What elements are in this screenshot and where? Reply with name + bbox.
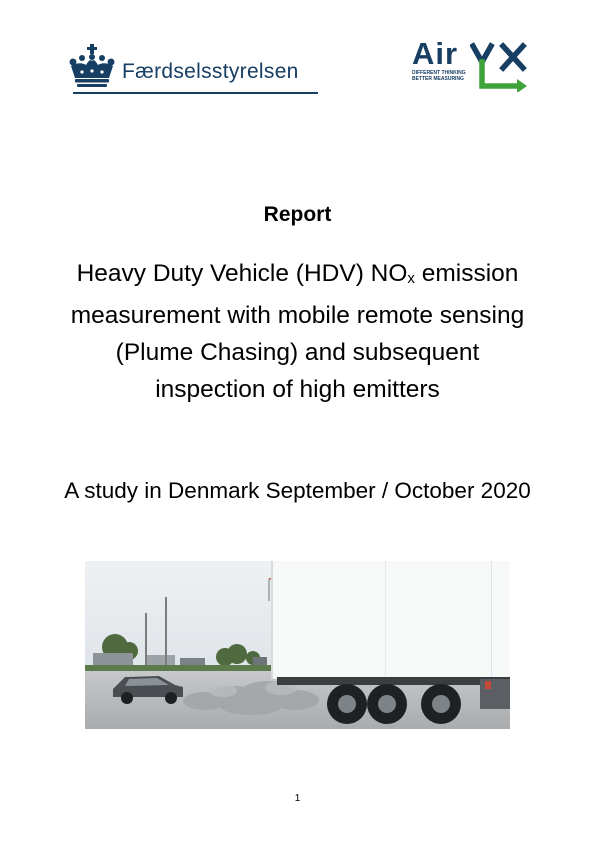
airyx-logo	[410, 36, 525, 92]
cover-photo	[85, 561, 510, 729]
airyx-yx-mark-icon	[470, 42, 528, 92]
plume-chasing-photo	[85, 561, 510, 729]
title-part2: emission measurement with mobile remote sensing (Plume Chasing) and subsequent inspection of high emitters	[70, 260, 525, 403]
faerdselsstyrelsen-logo	[68, 44, 323, 98]
tagline-line1: DIFFERENT THINKING	[412, 70, 466, 76]
title-part1: Heavy Duty Vehicle (HDV) NO	[76, 260, 408, 287]
report-title	[60, 255, 535, 408]
tagline-line2: BETTER MEASURING	[412, 76, 464, 82]
logo-underline	[73, 92, 318, 94]
airyx-wordmark: Air	[412, 36, 459, 71]
report-subtitle: A study in Denmark September / October 2020	[64, 478, 531, 503]
agency-name: Færdselsstyrelsen	[122, 60, 299, 83]
page-number: 1	[294, 793, 301, 804]
title-subscript: x	[407, 270, 415, 287]
airyx-tagline	[412, 70, 466, 82]
crown-icon	[68, 44, 116, 88]
document-type-label: Report	[263, 203, 332, 226]
